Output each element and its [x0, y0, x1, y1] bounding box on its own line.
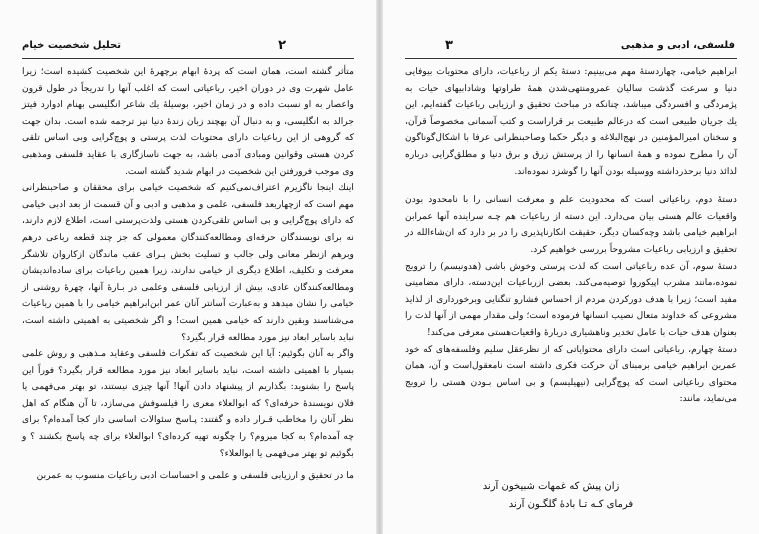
right-page [383, 0, 759, 534]
paragraph: اینك اینجا ناگزیرم اعتراف‌نمی‌کنیم که شخصیت خیامی برای محققان و صاحبنظرانی مهم است که ازچهاربعد فلسفی، علمی و مذهبی و ادبی و آن قسمت از بعد ادبی خیامی که دارای پوچ‌گرایی و بی اساس تلقی‌کردن هستی ولذت‌پرستی است، اطلاع لازم دارند، نه برای نویسندگان حرفه‌ای ومطالعه‌کنندگان معمولی که جز چند قطعه رباعی درهم وبرهم ازنظر معانی ولی جالب و تسلیت بخش بـرای عقب ماندگان ازکاروان تلاشگر معرفت و تکلیف، اطلاع دیگری از خیامی ندارند، زیرا همین رباعیات برای ساده‌اندیشان ومطالعه‌کنندگان عادی، بیش از ارزیابی فلسفی وعلمی در بـارهٔ آنها، چهرهٔ روشنی از خیامی را نشان میدهد و به‌عبارت آسانتر آنان عمر ابن‌ابراهیم خیامی را با همین رباعیات می‌شناسند وبقین دارند که خیامی همین است! و اگر شخصیتی به اهمیتی داشته است، نباید باسایر ابعاد نیز مورد مطالعه قرار بگیرد؟ [22, 182, 354, 343]
left-page-body [22, 64, 354, 485]
left-page-header [22, 40, 354, 58]
page-number: ۳ [445, 38, 453, 53]
paragraph: ما در تحقیق و ارزیابی فلسفی و علمی و احساسات ادبی رباعیات منسوب به عمربن [36, 470, 354, 482]
book-gutter [376, 0, 383, 534]
header-rule [22, 58, 354, 59]
paragraph: متأثر گشته است، همان است که پردهٔ ابهام برچهرهٔ این شخصیت کشیده است؛ زیرا عامل شهرت وی در دوران اخیر، رباعیاتی است که اغلب آنها را تدریجاً در طول قرون واعصار به او نسبت داده و در زمان اخیر، بوسیلهٔ یك شاعر انگلیسی بهنام ادوارد فیتز جرالد به انگلیسی، و به دنبال آن بهچند زبان زندهٔ دنیا نیز ترجمه شده است. بدان جهت که گروهی از این رباعیات دارای محتویات لذت پرستی و پوچ‌گرایی وبی اساس تلقی کردن هستی وقوانین ومبادی آدمی باشد، به جهت ناسازگاری با عقاید فلسفی ومذهبی وی موجب فرورفتن این شخصیت در ابهام شدید گشته است. [22, 66, 354, 177]
paragraph: دستهٔ چهارم، رباعیاتی است دارای محتوایاتی که از نظرعقل سلیم وفلسفه‌های که خود عمربن ابراهیم خیامی برمبنای آن حرکت فکری داشته است نامعقول‌است و آن، همان محتوای رباعیاتی است که پوچ‌گرایی (نیهیلیسم) و بی اساس بـودن هستی را ترویج می‌نماید، مانند: [405, 343, 737, 405]
running-title: تحلیل شخصیت خیام [22, 40, 121, 51]
running-title: فلسفی، ادبی و مذهبی [620, 40, 735, 51]
right-page-header [405, 40, 737, 58]
header-rule [405, 58, 737, 59]
left-page [0, 0, 376, 534]
verse-line: فرمای کـه تـا بادهٔ گلگـون آرند [508, 499, 634, 510]
paragraph: واگر به آنان بگوئیم: آیا این شخصیت که تفکرات فلسفی وعقاید مـذهبی و روش علمی بسیار با اهمیتی داشته است، نباید باسایر ابعاد نیز مورد مطالعه قرار بگیرد؟ فوراً این پاسخ را بشنوید: بگذاریم از پیشنهاد دادن آنها! آنها چیزی نیستند، تو بهتر می‌فهمی یا فلان نویسندهٔ حرفه‌ای؟ که ابوالعلاء معری را فیلسوفش می‌سازد، تا آن هنگام که اهل نظر آنان را مخاطب قـرار داده و گفتند: پـاسخ سئوالات اساسی داز کجا آمده‌ام؟ برای چه آمده‌ام؟ به کجا میروم؟ را چگونه تهیه کرده‌ای؟ ابوالعلاء برای چه پاسخ بکشند ؟ و بگوئیم تو بهتر می‌فهمی یا ابوالعلاء؟ [22, 348, 354, 459]
right-page-body [405, 64, 737, 408]
paragraph: دستهٔ سوم، آن عده رباعیاتی است که لذت پرستی وخوش باشی (هدونیسم) را ترویج نموده،مانند مشرب اپیکوروا توصیه‌می‌کند. بعضی ازرباعیات این‌دسته، دارای مضامینی مفید است؛ زیرا با هدف دورکردن مردم از احساس فشارو تنگنایی وبرخورداری از لذایذ مشروعی که خداوند متعال نصیب انسانها فرموده است؛ ولی مقدار مهمی از آنها لذت را بعنوان هدف حیات با عامل تخدیر وناهشیاری دربارهٔ واقعیات‌هستی معرفی می‌کند! [405, 260, 737, 338]
page-number: ۲ [278, 38, 286, 53]
poem-verse [423, 478, 719, 514]
paragraph: ابراهیم خیامی، چهاردستهٔ مهم می‌بینیم: دستهٔ یکم از رباعیات، دارای محتویات بیوفایی دنیا و سرعت گذشت سالیان عمرومنتهی‌شدن همهٔ طراوتها وشادابیهای حیات به پژمردگی و افسردگی میباشد، چنانکه در مباحث تحقیق و ارزیابی رباعیات گفته‌ایم، این یك جریان طبیعی است که درعالم طبیعت بر قراراست و کتب آسمانی مخصوصاً قرآن، و سخنان امیرالمؤمنین در نهج‌البلاغه و دیگر حکما وصاحبنظرانی عرفا با اشکال‌گوناگون آن را مطرح نموده و همهٔ انسانها را از پرستش زرق و برق دنیا و مطلق‌گرایی درباره لذائذ دنیا برحذرداشته ووسیله بودن آنها را گوشزد نموده‌اند. [405, 66, 737, 177]
paragraph: دستهٔ دوم، رباعیاتی است که محدودیت علم و معرفت انسانی را با نامحدود بودن واقعیات عالم هستی بیان می‌دارد. این دسته از رباعیات هم چـه سراینده آنها عمرابن ابراهیم خیامی باشد وچه‌کسان دیگر، حقیقت انکارناپذیری را در بر دارد که ان‌شاءالله در تحقیق و ارزیابی رباعیات مشروحاً بررسی خواهیم کرد. [405, 194, 737, 255]
verse-line: زان پیش که غمهات شبیخون آرند [482, 481, 620, 492]
